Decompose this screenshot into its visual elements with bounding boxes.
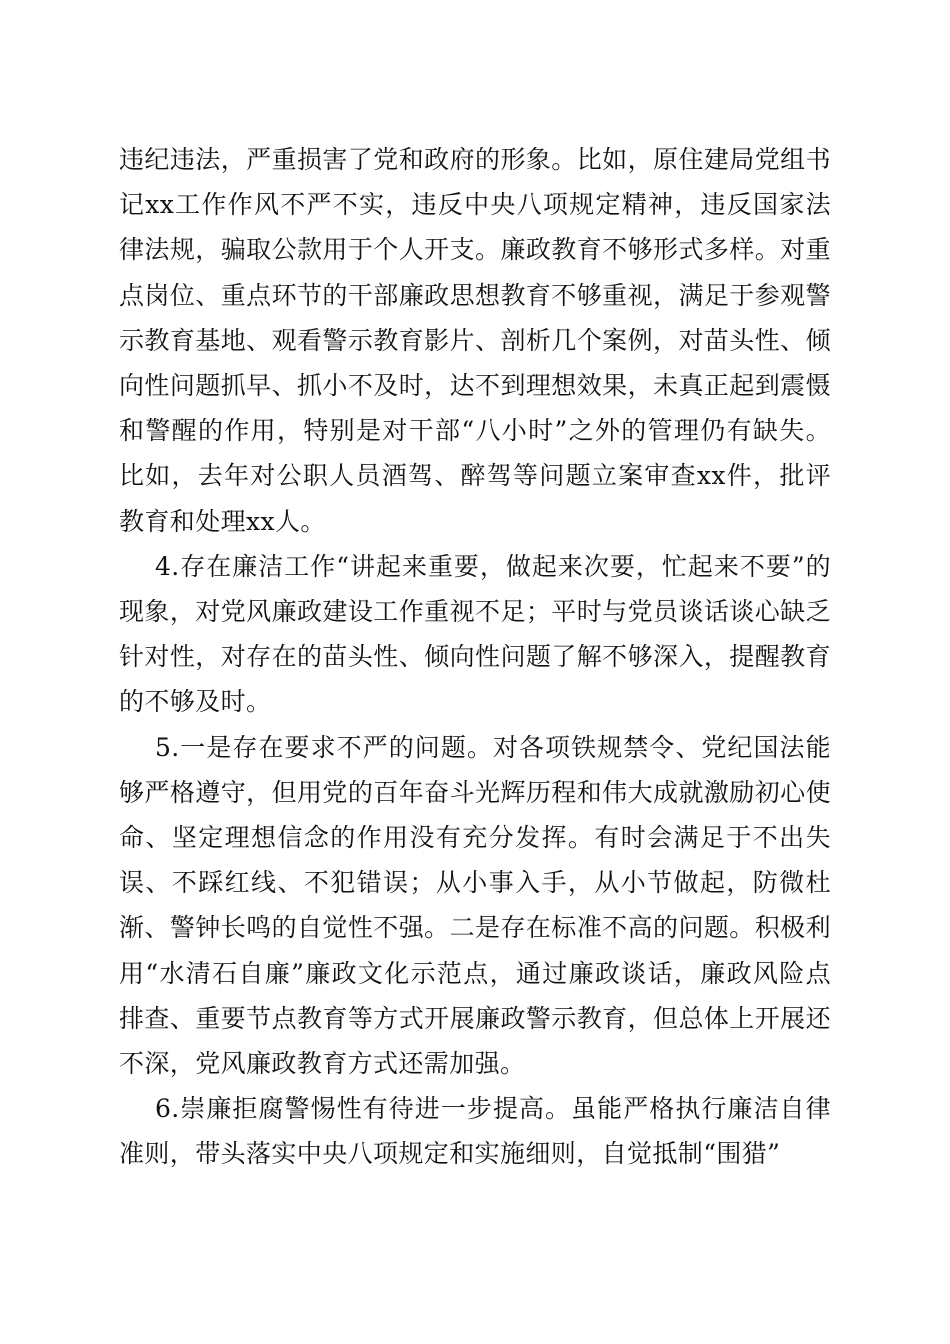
- document-body: [119, 137, 831, 1177]
- paragraph-continued: 违纪违法，严重损害了党和政府的形象。比如，原住建局党组书记xx工作作风不严不实，违反中央八项规定精神，违反国家法律法规，骗取公款用于个人开支。廉政教育不够形式多样。对重点岗位、重点环节的干部廉政思想教育不够重视，满足于参观警示教育基地、观看警示教育影片、剖析几个案例，对苗头性、倾向性问题抓早、抓小不及时，达不到理想效果，未真正起到震慑和警醒的作用，特别是对干部“八小时”之外的管理仍有缺失。比如，去年对公职人员酒驾、醉驾等问题立案审查xx件，批评教育和处理xx人。: [119, 145, 831, 536]
- paragraph-item-6: 6.崇廉拒腐警惕性有待进一步提高。虽能严格执行廉洁自律准则，带头落实中央八项规定和实施细则，自觉抵制“围猎”: [119, 1094, 831, 1169]
- paragraph-item-4: 4.存在廉洁工作“讲起来重要，做起来次要，忙起来不要”的现象，对党风廉政建设工作重视不足；平时与党员谈话谈心缺乏针对性，对存在的苗头性、倾向性问题了解不够深入，提醒教育的不够及时。: [119, 551, 831, 717]
- paragraph-item-5: 5.一是存在要求不严的问题。对各项铁规禁令、党纪国法能够严格遵守，但用党的百年奋斗光辉历程和伟大成就激励初心使命、坚定理想信念的作用没有充分发挥。有时会满足于不出失误、不踩红线、不犯错误；从小事入手，从小节做起，防微杜渐、警钟长鸣的自觉性不强。二是存在标准不高的问题。积极利用“水清石自廉”廉政文化示范点，通过廉政谈话，廉政风险点排查、重要节点教育等方式开展廉政警示教育，但总体上开展还不深，党风廉政教育方式还需加强。: [119, 732, 831, 1079]
